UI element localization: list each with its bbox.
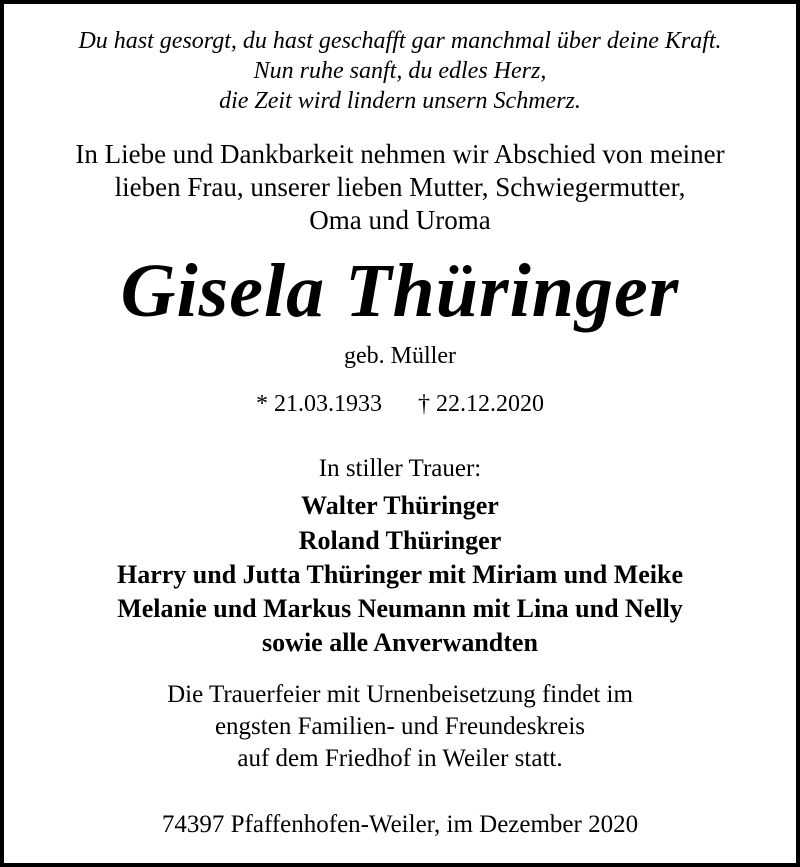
mourners-heading: In stiller Trauer: [318, 455, 482, 482]
life-dates [4, 389, 796, 419]
service-line-3: auf dem Friedhof in Weiler statt. [237, 745, 563, 772]
service-line-2: engsten Familien- und Freundeskreis [214, 713, 586, 740]
poem-line-3: die Zeit wird lindern unsern Schmerz. [219, 88, 581, 114]
mourner-line: Walter Thüringer [301, 491, 499, 520]
poem-line-2: Nun ruhe sanft, du edles Herz, [253, 58, 547, 84]
deceased-name: Gisela Thüringer [120, 249, 680, 333]
intro-line-1: In Liebe und Dankbarkeit nehmen wir Abschied von meiner [75, 139, 725, 169]
mourner-line: Melanie und Markus Neumann mit Lina und Nelly [117, 594, 683, 623]
service-line-1: Die Trauerfeier mit Urnenbeisetzung findet im [167, 681, 633, 708]
place-and-date: 74397 Pfaffenhofen-Weiler, im Dezember 2020 [161, 811, 639, 838]
birth-date: * 21.03.1933 [256, 391, 382, 417]
intro-line-3: Oma und Uroma [309, 205, 491, 235]
mourner-line: Harry und Jutta Thüringer mit Miriam und Meike [117, 560, 683, 589]
mourner-line: sowie alle Anverwandten [262, 628, 538, 657]
death-date: † 22.12.2020 [418, 391, 544, 417]
poem-line-1: Du hast gesorgt, du hast geschafft gar manchmal über deine Kraft. [78, 28, 722, 54]
mourner-line: Roland Thüringer [298, 526, 502, 555]
maiden-name: geb. Müller [344, 343, 456, 369]
intro-line-2: lieben Frau, unserer lieben Mutter, Schwiegermutter, [114, 172, 686, 202]
